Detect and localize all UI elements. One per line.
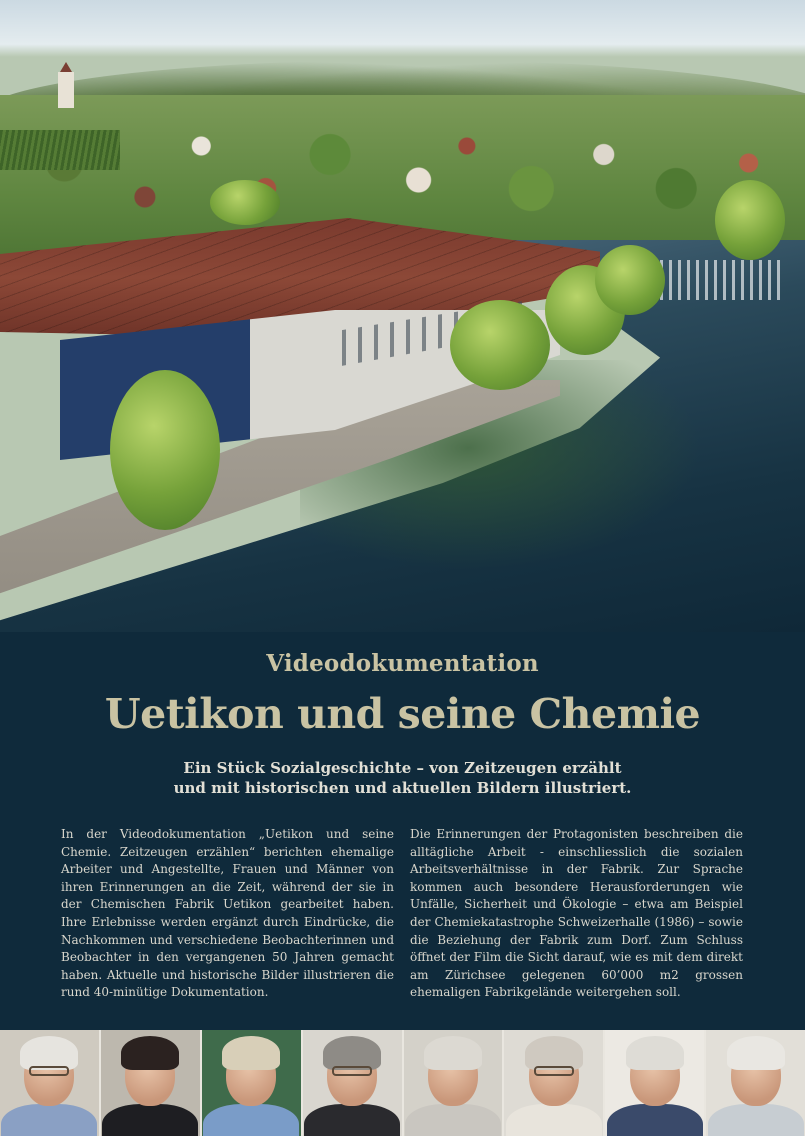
- page-title: Uetikon und seine Chemie: [104, 690, 701, 738]
- tree: [715, 180, 785, 260]
- portrait-photo: [303, 1030, 402, 1136]
- portrait-clothing: [304, 1104, 400, 1136]
- tree: [210, 180, 280, 225]
- portrait-photo: [404, 1030, 503, 1136]
- body-text-left: In der Videodokumentation „Uetikon und seine Chemie. Zeitzeugen erzählen“ berichten ehemalige Arbeiter und Angestellte, Frauen und Männer von ihren Erinnerungen an die Zeit, während der sie in der Chemischen Fabrik Uetikon gearbeitet haben. Ihre Erlebnisse werden ergänzt durch Eindrücke, die Nachkommen und verschiedene Beobachterinnen und Beobachter in den vergangenen 50 Jahren gemacht haben. Aktuelle und historische Bilder illustrieren die rund 40-minütige Dokumentation.: [61, 827, 394, 1000]
- portrait-hair: [222, 1036, 280, 1070]
- portrait-photo: [202, 1030, 301, 1136]
- subtitle: [100, 758, 705, 798]
- portrait-clothing: [405, 1104, 501, 1136]
- tree: [110, 370, 220, 530]
- portrait-hair: [727, 1036, 785, 1070]
- glasses-icon: [29, 1066, 69, 1076]
- portrait-clothing: [203, 1104, 299, 1136]
- body-text-right: Die Erinnerungen der Protagonisten beschreiben die alltägliche Arbeit - einschliesslich die sozialen Arbeitsverhältnisse in der Fabrik. Zur Sprache kommen auch besondere Herausforderungen wie Unfälle, Sicherheit und Ökologie – etwa am Beispiel der Chemiekatastrophe Schweizerhalle (1986) – sowie die Beziehung der Fabrik zum Dorf. Zum Schluss öffnet der Film die Sicht darauf, wie es mit dem direkt am Zürichsee gelegenen 60’000 m2 grossen ehemaligen Fabrikgelände weitergehen soll.: [410, 827, 743, 1000]
- portrait-clothing: [102, 1104, 198, 1136]
- church-tower: [58, 72, 74, 108]
- portrait-strip: [0, 1030, 805, 1136]
- info-panel: [0, 632, 805, 1030]
- kicker: Videodokumentation: [266, 650, 539, 677]
- portrait-hair: [424, 1036, 482, 1070]
- portrait-hair: [20, 1036, 78, 1070]
- vineyard: [0, 130, 120, 170]
- portrait-hair: [626, 1036, 684, 1070]
- tree: [450, 300, 550, 390]
- portrait-photo: [101, 1030, 200, 1136]
- harbor-boats: [660, 260, 780, 300]
- portrait-photo: [605, 1030, 704, 1136]
- portrait-hair: [525, 1036, 583, 1070]
- portrait-clothing: [708, 1104, 804, 1136]
- tree: [595, 245, 665, 315]
- portrait-photo: [706, 1030, 805, 1136]
- portrait-photo: [0, 1030, 99, 1136]
- portrait-clothing: [607, 1104, 703, 1136]
- subtitle-line-1: Ein Stück Sozialgeschichte – von Zeitzeugen erzählt: [183, 759, 622, 777]
- portrait-hair: [121, 1036, 179, 1070]
- portrait-hair: [323, 1036, 381, 1070]
- portrait-clothing: [506, 1104, 602, 1136]
- glasses-icon: [332, 1066, 372, 1076]
- portrait-photo: [504, 1030, 603, 1136]
- portrait-clothing: [1, 1104, 97, 1136]
- glasses-icon: [534, 1066, 574, 1076]
- subtitle-line-2: und mit historischen und aktuellen Bildern illustriert.: [173, 779, 632, 797]
